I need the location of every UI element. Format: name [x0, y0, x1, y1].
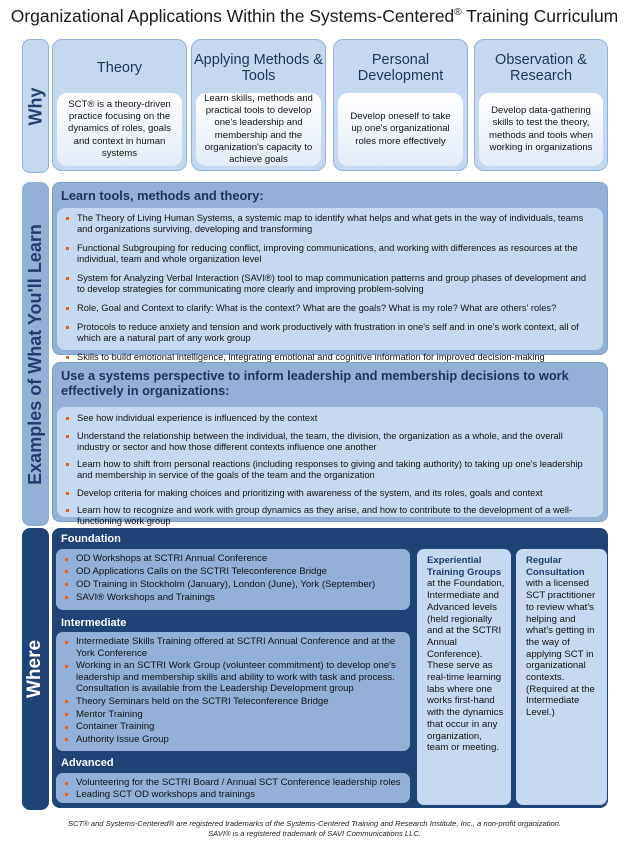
list-item: Mentor Training: [56, 709, 410, 721]
list-item: Working in an SCTRI Work Group (volunteer commitment) to develop one's leadership and membership skills and ability to work with task and process. Consultation is available from the Leadership Development group: [56, 660, 410, 695]
footer-trademark-line1: SCT® and Systems-Centered® are registered trademarks of the Systems-Centered Training and Research Institute, Inc., a non-profit organization.: [67, 819, 562, 828]
intermediate-box: [56, 632, 410, 751]
list-item: Learn how to shift from personal reactions (including responses to giving and taking authority) to taking up one's leadership and membership in service of the goals of the team and the organization: [57, 459, 603, 481]
learn-tools-list: [57, 213, 603, 363]
why-card-personal-development: [333, 39, 468, 171]
where-section-label: [22, 528, 49, 810]
why-card-theory: [52, 39, 187, 171]
intermediate-list: [56, 632, 410, 745]
systems-perspective-list-panel: [57, 407, 603, 526]
list-item: See how individual experience is influenced by the context: [57, 413, 603, 424]
why-card-observation-research: [474, 39, 608, 171]
card-heading: Applying Methods & Tools: [194, 52, 323, 84]
why-section-label: [22, 39, 49, 173]
learn-tools-list-panel: [57, 208, 603, 362]
examples-section-label: [22, 182, 49, 526]
consultation-body: with a licensed SCT practitioner to review what's helping and what's getting in the way of applying SCT in organizational contexts. (Required at the Intermediate Level.): [526, 578, 596, 719]
examples-label-text: Examples of What You'll Learn: [25, 223, 46, 485]
systems-perspective-box: [52, 362, 608, 526]
consultation-lead: Regular Consultation: [526, 555, 585, 578]
list-item: Role, Goal and Context to clarify: What is the context? What are the goals? What is my role? What are others' roles?: [57, 303, 603, 314]
why-label-text: Why: [25, 87, 45, 125]
systems-perspective-heading: Use a systems perspective to inform leadership and membership decisions to work effectively in organizations:: [61, 368, 569, 398]
list-item: Understand the relationship between the individual, the team, the division, the organization as a whole, and the overall industry or sector and how those different contexts influence one another: [57, 431, 603, 453]
list-item: Develop criteria for making choices and prioritizing with awareness of the system, and its roles, goals and context: [57, 488, 603, 499]
list-item: OD Applications Calls on the SCTRI Teleconference Bridge: [56, 566, 410, 578]
registered-mark: ®: [454, 7, 462, 19]
list-item: Protocols to reduce anxiety and tension and work productively with frustration in one's self and in one's work context, all of which are a natural part of any work group: [57, 322, 603, 344]
advanced-list: [56, 773, 410, 800]
intermediate-heading: Intermediate: [61, 617, 127, 629]
where-label-text: Where: [24, 639, 46, 699]
card-body: Learn skills, methods and practical tools to develop one's leadership and membership and the organization's capacity to achieve goals: [196, 93, 321, 166]
list-item: Skills to build emotional intelligence, integrating emotional and cognitive information for improved decision-making: [57, 352, 603, 363]
card-heading: Observation & Research: [495, 52, 587, 84]
page-title: [0, 6, 629, 27]
list-item: Container Training: [56, 721, 410, 733]
list-item: Theory Seminars held on the SCTRI Teleconference Bridge: [56, 696, 410, 708]
title-suffix: Training Curriculum: [461, 6, 619, 26]
card-heading: Personal Development: [357, 52, 444, 84]
foundation-list: [56, 549, 410, 604]
experiential-training-groups-box: [417, 549, 511, 805]
list-item: The Theory of Living Human Systems, a systemic map to identify what helps and what gets in the way of individuals, teams and organizations surviving, developing and transforming: [57, 213, 603, 235]
list-item: OD Training in Stockholm (January), London (June), York (September): [56, 579, 410, 591]
title-prefix: Organizational Applications Within the Systems-Centered: [10, 6, 455, 26]
experiential-lead: Experiential Training Groups: [427, 555, 502, 578]
list-item: Leading SCT OD workshops and trainings: [56, 789, 410, 801]
regular-consultation-box: [516, 549, 607, 805]
advanced-heading: Advanced: [61, 757, 114, 769]
learn-tools-box: [52, 182, 608, 362]
footer-trademark-line2: SAVI® is a registered trademark of SAVI Communications LLC.: [208, 829, 421, 838]
list-item: Learn how to recognize and work with group dynamics as they arise, and how to contribute to the development of a well-functioning work group: [57, 505, 603, 527]
foundation-heading: Foundation: [61, 533, 121, 545]
card-body: Develop oneself to take up one's organizational roles more effectively: [338, 93, 463, 166]
advanced-box: [56, 773, 410, 803]
systems-perspective-list: [57, 413, 603, 527]
experiential-body: at the Foundation, Intermediate and Advanced levels (held regionally and at the SCTRI Annual Conference). These serve as real-time learning labs where one works first-hand with the dynamics that occur in any organization, team or meeting.: [427, 578, 505, 754]
list-item: Authority Issue Group: [56, 734, 410, 746]
foundation-box: [56, 549, 410, 610]
list-item: SAVI® Workshops and Trainings: [56, 592, 410, 604]
list-item: System for Analyzing Verbal Interaction (SAVI®) tool to map communication patterns and group phases of development and to develop strategies for communicating more clearly and improving problem-solving: [57, 273, 603, 295]
list-item: Intermediate Skills Training offered at SCTRI Annual Conference and at the York Conference: [56, 636, 410, 659]
card-body: SCT® is a theory-driven practice focusing on the dynamics of roles, goals and context in human systems: [57, 93, 182, 166]
learn-tools-heading: Learn tools, methods and theory:: [61, 188, 264, 203]
list-item: OD Workshops at SCTRI Annual Conference: [56, 553, 410, 565]
card-body: Develop data-gathering skills to test the theory, methods and tools when working in organizations: [479, 93, 603, 166]
list-item: Functional Subgrouping for reducing conflict, improving communications, and working with differences as resources at the individual, team and whole organization level: [57, 243, 603, 265]
why-card-applying-methods: [191, 39, 326, 171]
list-item: Volunteering for the SCTRI Board / Annual SCT Conference leadership roles: [56, 777, 410, 789]
card-heading: Theory: [96, 60, 143, 76]
